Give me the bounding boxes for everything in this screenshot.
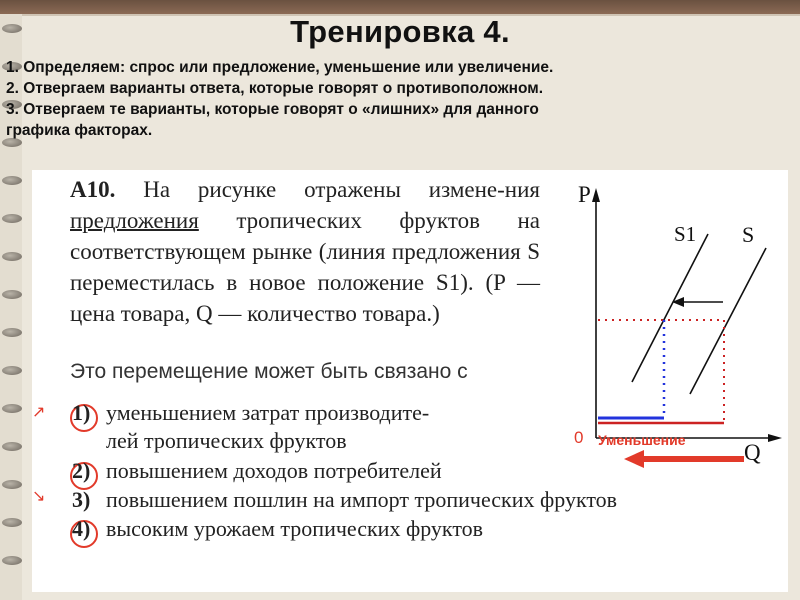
- question-part2: тропических фруктов на соответствующем рынке (линия предложения S переместилась в новое положение S1). (P — цена товара, Q — количество товара.): [70, 208, 540, 326]
- question-part1: На рисунке отражены измене-ния: [115, 177, 540, 202]
- instruction-line: 1. Определяем: спрос или предложение, уменьшение или увеличение.: [6, 59, 554, 76]
- arrow-up-icon: ↗: [32, 404, 46, 421]
- binder-ring-icon: [2, 214, 22, 223]
- answer-option-1-cont: лей тропических фруктов: [106, 428, 347, 453]
- shift-arrow-icon: [672, 297, 684, 307]
- answer-option-1[interactable]: [72, 400, 429, 426]
- option-text: повышением доходов потребителей: [106, 458, 442, 483]
- binder-ring-icon: [2, 252, 22, 261]
- option-text: уменьшением затрат производите-: [106, 400, 430, 425]
- binder-ring-icon: [2, 366, 22, 375]
- option-number: 1): [72, 400, 91, 425]
- binder-ring-icon: [2, 518, 22, 527]
- curve-s1-label: S1: [674, 222, 697, 246]
- supply-graph: [540, 170, 788, 470]
- instruction-line: 3. Отвергаем те варианты, которые говорят о «лишних» для данного: [6, 101, 539, 118]
- axis-p-label: P: [578, 182, 591, 207]
- origin-label: 0: [574, 428, 584, 447]
- option-number: 3): [72, 487, 91, 512]
- question-text: [70, 174, 540, 329]
- curve-s-label: S: [742, 222, 755, 247]
- answer-option-4[interactable]: [72, 516, 483, 542]
- answer-option-2[interactable]: [72, 458, 442, 484]
- binder-ring-icon: [2, 556, 22, 565]
- instruction-line: графика факторах.: [6, 122, 153, 139]
- question-number: А10.: [70, 177, 116, 202]
- supply-curve-s1: [632, 234, 708, 382]
- binder-ring-icon: [2, 442, 22, 451]
- binder-ring-icon: [2, 290, 22, 299]
- option-number: 2): [72, 458, 91, 483]
- option-number: 4): [72, 516, 91, 541]
- binder-ring-icon: [2, 480, 22, 489]
- arrow-down-icon: ↘: [32, 488, 46, 505]
- binder-ring-icon: [2, 176, 22, 185]
- decrease-arrow-icon: [624, 450, 644, 468]
- supply-curve-s: [690, 248, 766, 394]
- q-axis-arrow-icon: [768, 434, 782, 442]
- option-text: повышением пошлин на импорт тропических фруктов: [106, 487, 618, 512]
- shift-label: Уменьшение: [598, 432, 686, 448]
- axis-q-label: Q: [744, 440, 761, 465]
- question-underlined: предложения: [70, 208, 199, 233]
- subquestion: Это перемещение может быть связано с: [70, 360, 468, 383]
- p-axis-arrow-icon: [592, 188, 600, 202]
- option-text: высоким урожаем тропических фруктов: [106, 516, 484, 541]
- task-panel: [32, 170, 788, 592]
- binder-ring-icon: [2, 404, 22, 413]
- instruction-line: 2. Отвергаем варианты ответа, которые говорят о противоположном.: [6, 80, 544, 97]
- answer-option-3[interactable]: [72, 487, 617, 513]
- binder-ring-icon: [2, 328, 22, 337]
- instructions: [6, 57, 796, 141]
- page-title: Тренировка 4.: [290, 14, 510, 49]
